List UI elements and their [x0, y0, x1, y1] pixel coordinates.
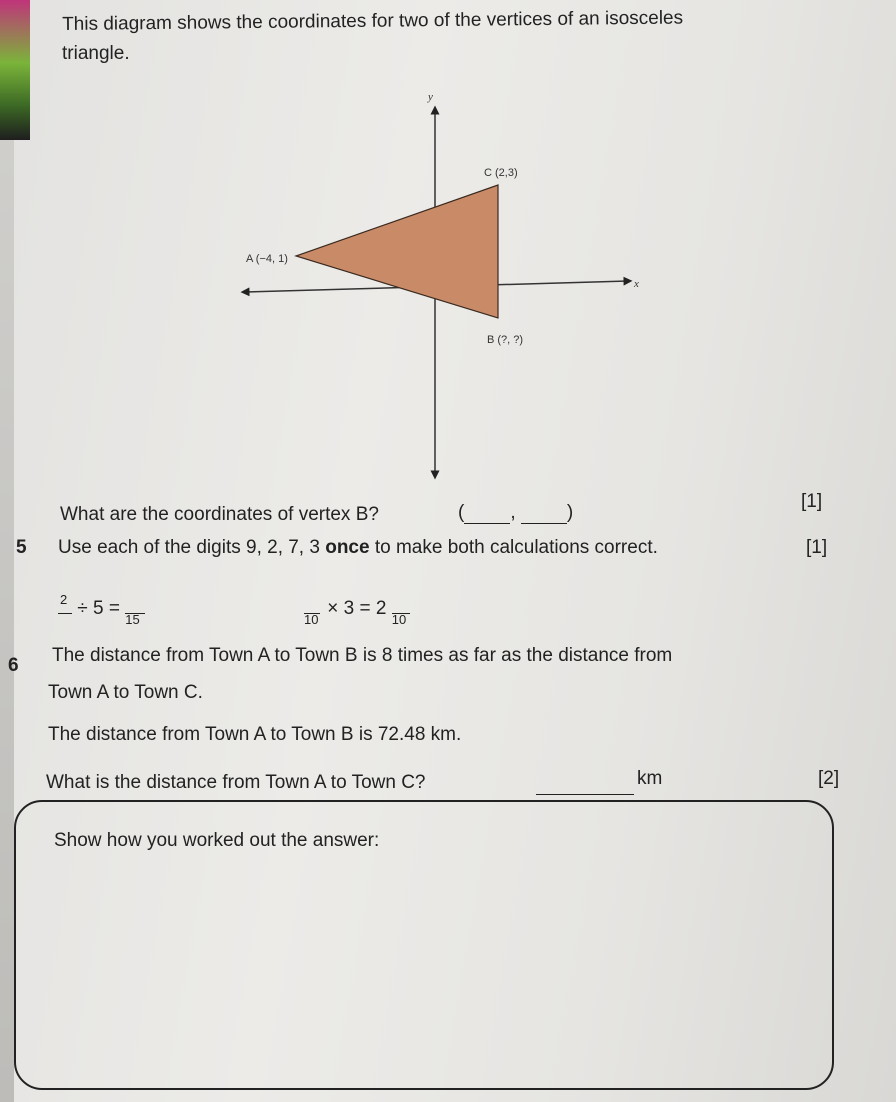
q5-calc1-op: ÷ 5 =	[77, 598, 120, 619]
q4-answer	[458, 502, 573, 524]
q6-number: 6	[8, 655, 19, 676]
y-axis-label: y	[428, 91, 433, 103]
q6-line3: The distance from Town A to Town B is 72.48 km.	[48, 724, 462, 745]
q5-calc1-denominator: 15	[125, 612, 140, 627]
vertex-b-label: B (?, ?)	[487, 334, 524, 346]
intro-text-line2: triangle.	[62, 43, 130, 64]
q5-calc1	[58, 592, 147, 627]
coordinate-diagram	[0, 0, 896, 490]
q4-open-paren: (	[458, 502, 465, 523]
q5-calc2-denominator2: 10	[391, 612, 407, 627]
q6-unit: km	[637, 768, 663, 789]
q6-answer-blank[interactable]	[536, 772, 634, 795]
q6-line2: Town A to Town C.	[48, 682, 203, 703]
isosceles-triangle	[296, 185, 498, 318]
vertex-c-label: C (2,3)	[484, 167, 518, 179]
q4-x-blank[interactable]	[464, 523, 510, 524]
q5-calc2	[304, 598, 412, 627]
vertex-a-label: A (−4, 1)	[246, 253, 288, 265]
q4-y-blank[interactable]	[521, 523, 567, 524]
q6-line1: The distance from Town A to Town B is 8 times as far as the distance from	[52, 645, 673, 666]
q6-question: What is the distance from Town A to Town C?	[46, 772, 426, 793]
q4-comma: ,	[510, 502, 516, 523]
q5-calc1-numerator: 2	[60, 592, 68, 607]
q5-text-after: to make both calculations correct.	[369, 537, 658, 558]
q5-text-bold: once	[325, 537, 370, 558]
q5-number: 5	[16, 537, 27, 558]
intro-text-line1: This diagram shows the coordinates for two of the vertices of an isosceles	[62, 7, 684, 35]
q4-close-paren: )	[566, 502, 574, 523]
q5-calc2-denominator: 10	[304, 612, 319, 627]
q5-calc2-op: × 3 = 2	[327, 598, 387, 619]
working-box[interactable]	[14, 800, 834, 1090]
q4-question: What are the coordinates of vertex B?	[60, 504, 379, 525]
working-prompt: Show how you worked out the answer:	[54, 830, 380, 851]
q5-text-before: Use each of the digits 9, 2, 7, 3	[58, 537, 326, 558]
q5-mark: [1]	[806, 537, 828, 558]
x-axis-label: x	[634, 278, 639, 290]
q5-text	[58, 537, 658, 559]
q6-mark: [2]	[818, 768, 840, 789]
q4-mark: [1]	[801, 491, 823, 512]
